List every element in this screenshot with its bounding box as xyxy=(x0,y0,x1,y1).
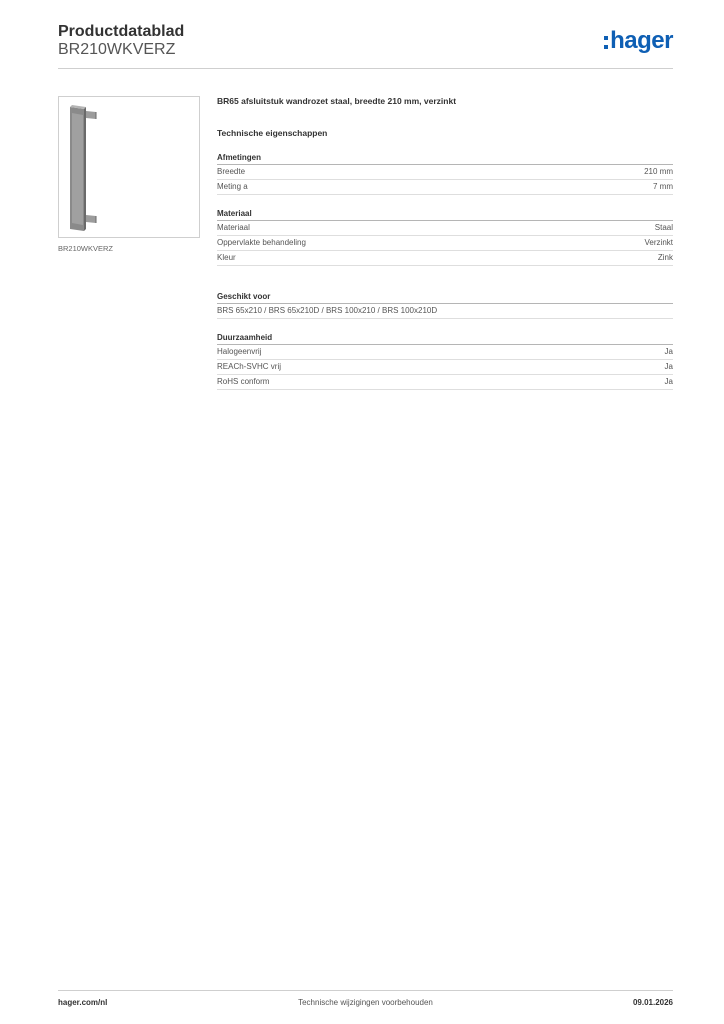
spec-value: Staal xyxy=(654,223,673,232)
product-photo-icon xyxy=(59,97,199,237)
spec-value: Zink xyxy=(657,253,673,262)
spec-value: 210 mm xyxy=(644,167,673,176)
group-heading: Materiaal xyxy=(217,208,673,221)
spec-row xyxy=(217,180,673,195)
image-caption: BR210WKVERZ xyxy=(58,244,114,253)
spec-row xyxy=(217,345,673,360)
document-title: Productdatablad xyxy=(58,23,185,40)
spec-label: Halogeenvrij xyxy=(217,347,262,356)
spec-row xyxy=(217,221,673,236)
spec-label: Meting a xyxy=(217,182,248,191)
spec-value: Ja xyxy=(664,362,673,371)
spec-label: Kleur xyxy=(217,253,236,262)
product-image-frame xyxy=(58,96,200,238)
spec-row xyxy=(217,251,673,266)
spec-label: REACh-SVHC vrij xyxy=(217,362,282,371)
spec-row xyxy=(217,304,673,319)
spec-value: Ja xyxy=(664,377,673,386)
spec-row xyxy=(217,165,673,180)
spec-row xyxy=(217,236,673,251)
spec-content xyxy=(217,96,673,390)
product-description: BR65 afsluitstuk wandrozet staal, breedte 210 mm, verzinkt xyxy=(217,96,457,106)
spec-value: 7 mm xyxy=(653,182,673,191)
logo-colon-icon xyxy=(604,36,608,49)
hager-logo xyxy=(604,28,673,54)
group-heading: Afmetingen xyxy=(217,152,673,165)
spec-row xyxy=(217,375,673,390)
footer-website-link[interactable]: hager.com/nl xyxy=(58,998,108,1007)
spec-value: Ja xyxy=(664,347,673,356)
footer-notice: Technische wijzigingen voorbehouden xyxy=(298,998,433,1007)
section-title: Technische eigenschappen xyxy=(217,128,328,138)
spec-group-geschikt-voor xyxy=(217,291,673,319)
logo-text: hager xyxy=(610,27,673,54)
spec-label: Materiaal xyxy=(217,223,250,232)
header-divider xyxy=(58,68,673,69)
spec-group-materiaal xyxy=(217,208,673,266)
footer-date: 09.01.2026 xyxy=(632,998,673,1007)
spec-label: Breedte xyxy=(217,167,246,176)
spec-label: BRS 65x210 / BRS 65x210D / BRS 100x210 / BRS 100x210D xyxy=(217,306,438,315)
spec-label: RoHS conform xyxy=(217,377,270,386)
group-heading: Duurzaamheid xyxy=(217,332,673,345)
spec-group-afmetingen xyxy=(217,152,673,195)
product-code: BR210WKVERZ xyxy=(58,41,176,58)
spec-label: Oppervlakte behandeling xyxy=(217,238,306,247)
spec-value: Verzinkt xyxy=(644,238,673,247)
group-heading: Geschikt voor xyxy=(217,291,673,304)
page-footer xyxy=(58,998,673,1010)
page-header xyxy=(58,22,673,68)
spec-row xyxy=(217,360,673,375)
footer-divider xyxy=(58,990,673,991)
spec-group-duurzaamheid xyxy=(217,332,673,390)
